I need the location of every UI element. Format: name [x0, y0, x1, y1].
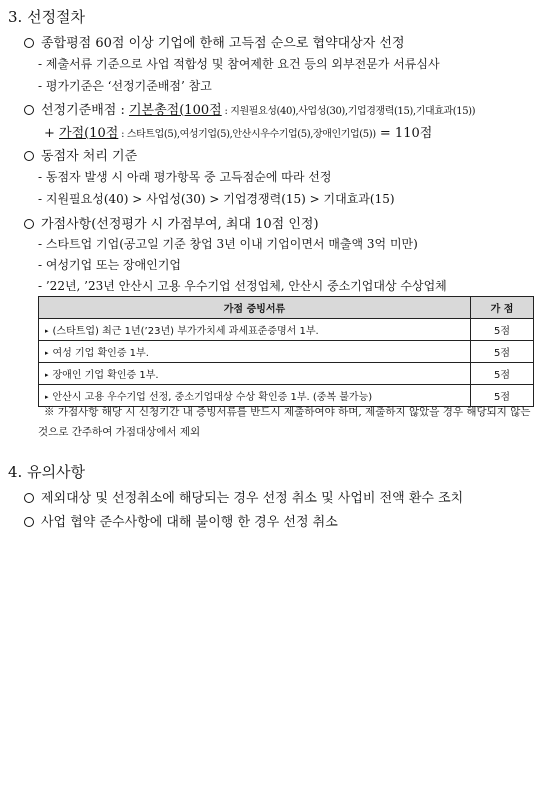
table-header-row: [39, 297, 534, 319]
sub-item-women-disabled: - 여성기업 또는 장애인기업: [38, 258, 182, 272]
triangle-bullet-icon: ▸: [45, 349, 49, 357]
row-doc: [39, 341, 471, 363]
circle-bullet-icon: [24, 219, 34, 229]
criteria-bonus-detail: : 스타트업(5),여성기업(5),안산시우수기업(5),장애인기업(5)): [118, 129, 376, 140]
item-text: 종합평점 60점 이상 기업에 한해 고득점 순으로 협약대상자 선정: [41, 36, 405, 51]
row-doc: [39, 363, 471, 385]
item-text: 제외대상 및 선정취소에 해당되는 경우 선정 취소 및 사업비 전액 환수 조치: [41, 491, 464, 506]
sub-item-criteria-ref: - 평가기준은 ‘선정기준배점’ 참고: [38, 79, 212, 93]
doc-text: 안산시 고용 우수기업 선정, 중소기업대상 수상 확인증 1부. (중복 불가능): [52, 392, 373, 403]
criteria-grand-total: = 110점: [375, 126, 433, 141]
plus-sign: +: [44, 126, 60, 141]
circle-bullet-icon: [24, 493, 34, 503]
criteria-bonus-total: 가점(10점: [59, 126, 119, 141]
circle-bullet-icon: [24, 517, 34, 527]
row-score: 5점: [471, 385, 534, 407]
item-text: 동점자 처리 기준: [41, 149, 138, 164]
bonus-evidence-table: [38, 296, 534, 407]
item-text: 가점사항(선정평가 시 가점부여, 최대 10점 인정): [41, 217, 319, 232]
circle-bullet-icon: [24, 151, 34, 161]
header-doc: 가점 증빙서류: [39, 297, 471, 319]
triangle-bullet-icon: ▸: [45, 393, 49, 401]
sub-item-tie-rule: - 동점자 발생 시 아래 평가항목 중 고득점순에 따라 선정: [38, 170, 332, 184]
table-row: [39, 341, 534, 363]
section-4-item-cancellation: [24, 487, 463, 506]
criteria-label: 선정기준배점 :: [41, 103, 129, 118]
section-3-item-tie-break: [24, 145, 137, 164]
row-doc: [39, 319, 471, 341]
criteria-bonus-line: [44, 122, 432, 141]
triangle-bullet-icon: ▸: [45, 371, 49, 379]
row-score: 5점: [471, 319, 534, 341]
section-4-item-non-compliance: [24, 511, 338, 530]
row-score: 5점: [471, 341, 534, 363]
section-4-title: 4. 유의사항: [8, 463, 86, 481]
sub-item-ansan-awards: - ’22년, ’23년 안산시 고용 우수기업 선정업체, 안산시 중소기업대상 수상업체: [38, 279, 447, 293]
table-row: [39, 319, 534, 341]
doc-text: 여성 기업 확인증 1부.: [52, 348, 149, 359]
section-3-item-selection: [24, 32, 405, 51]
circle-bullet-icon: [24, 38, 34, 48]
sub-item-startup: - 스타트업 기업(공고일 기준 창업 3년 이내 기업이면서 매출액 3억 미만): [38, 237, 418, 251]
criteria-base-detail: : 지원필요성(40),사업성(30),기업경쟁력(15),기대효과(15)): [221, 106, 476, 117]
triangle-bullet-icon: ▸: [45, 327, 49, 335]
table-row: [39, 363, 534, 385]
row-score: 5점: [471, 363, 534, 385]
doc-text: 장애인 기업 확인증 1부.: [52, 370, 159, 381]
criteria-base-total: 기본총점(100점: [129, 103, 222, 118]
sub-item-tie-order: - 지원필요성(40) > 사업성(30) > 기업경쟁력(15) > 기대효과(15): [38, 192, 395, 206]
doc-text: (스타트업) 최근 1년(’23년) 부가가치세 과세표준증명서 1부.: [52, 326, 319, 337]
section-3-item-bonus-points: [24, 213, 319, 232]
circle-bullet-icon: [24, 105, 34, 115]
section-3-title: 3. 선정절차: [8, 8, 86, 26]
item-text: 사업 협약 준수사항에 대해 불이행 한 경우 선정 취소: [41, 515, 338, 530]
section-3-item-criteria-score: [24, 99, 475, 118]
header-score: 가 점: [471, 297, 534, 319]
sub-item-document-review: - 제출서류 기준으로 사업 적합성 및 참여제한 요건 등의 외부전문가 서류심사: [38, 57, 440, 71]
bonus-note: ※ 가점사항 해당 시 신청기간 내 증빙서류를 반드시 제출하여야 하며, 제출하지 않았을 경우 해당되지 않는 것으로 간주하여 가점대상에서 제외: [38, 406, 531, 438]
